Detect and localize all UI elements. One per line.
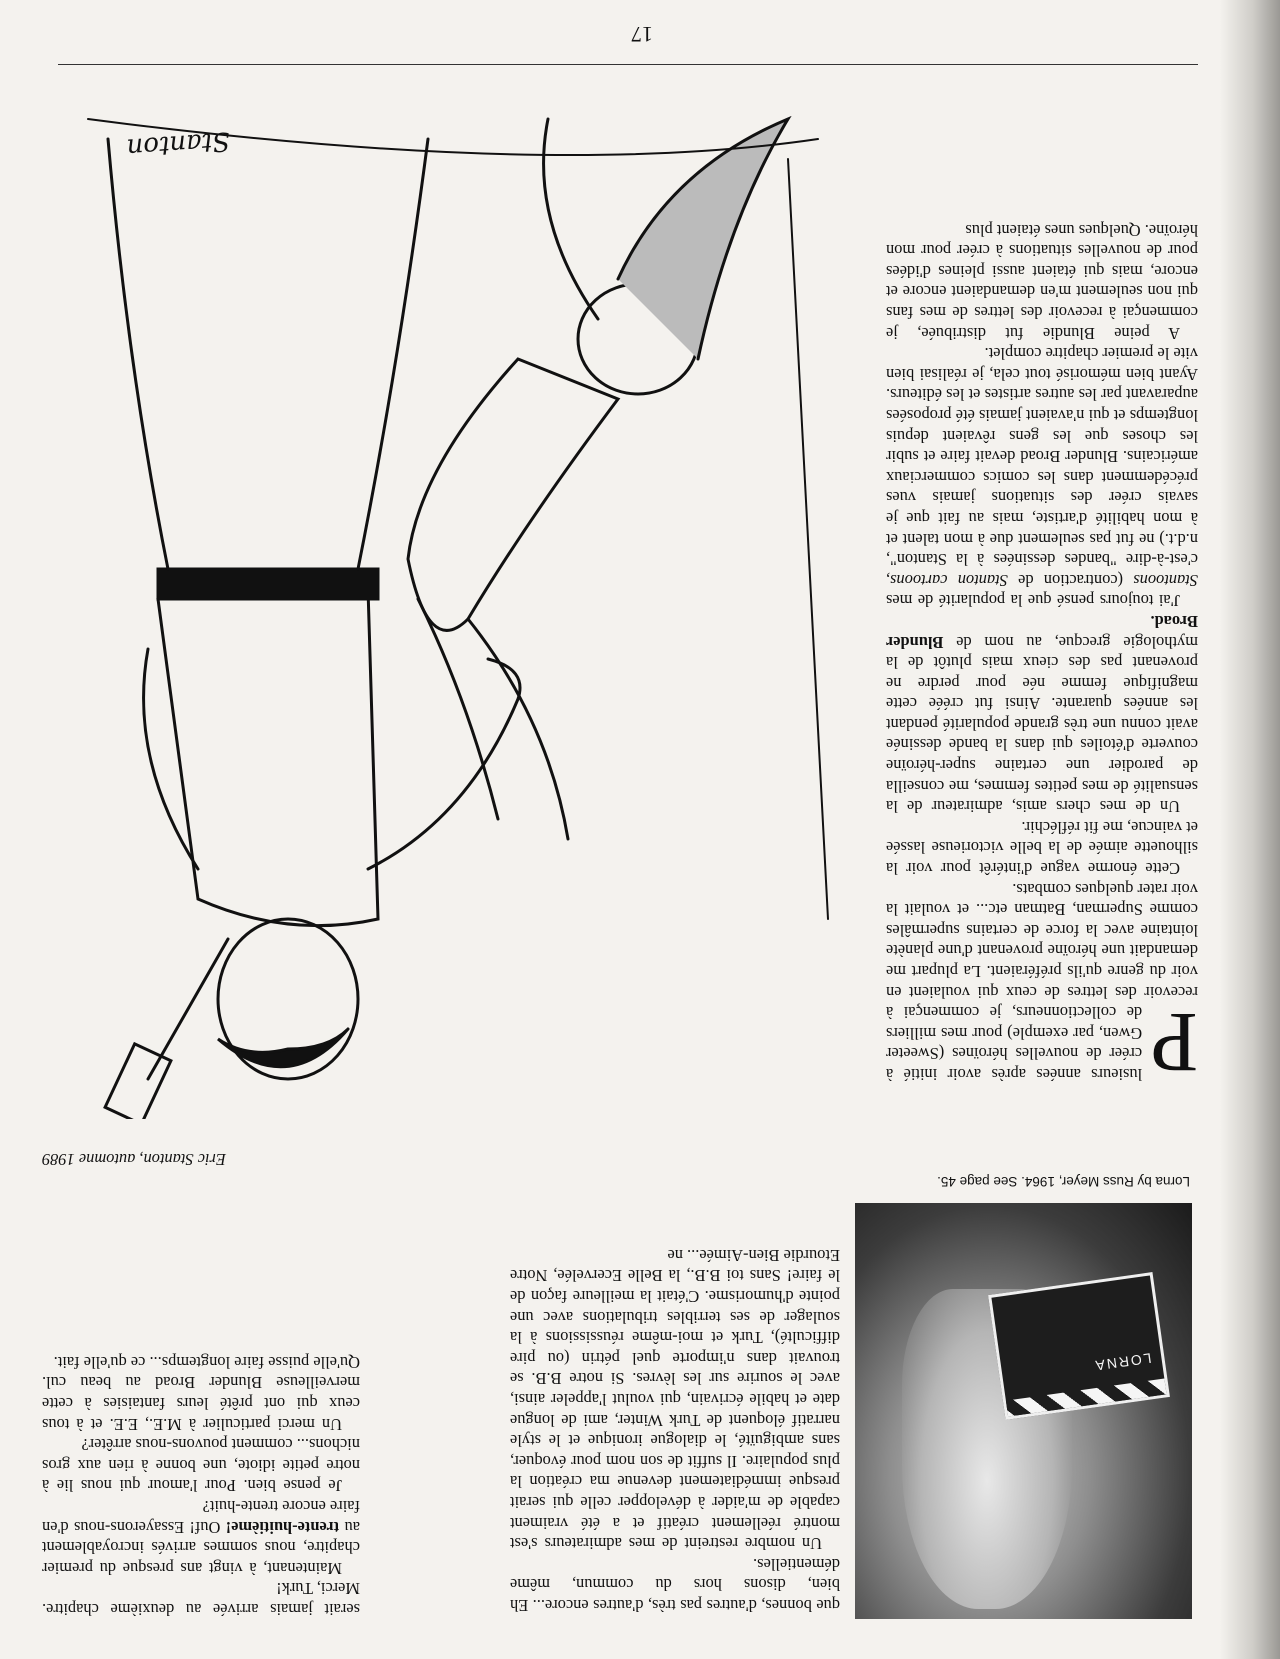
man-torso bbox=[158, 576, 378, 926]
header-rule bbox=[58, 64, 1198, 65]
photo-caption: Lorna by Russ Meyer, 1964. See page 45. bbox=[937, 1174, 1190, 1189]
article-para-2-a: Cette énorme vague d'intérêt pour voir la silhouette aimée de la belle victorieuse bbox=[886, 838, 1198, 879]
article-para-4 bbox=[886, 343, 1198, 611]
drop-cap: P bbox=[1150, 995, 1198, 1091]
article-para-3-bold: Blunder Broad. bbox=[886, 611, 1198, 652]
article-para-4-pre: J'ai toujours pensé que la popularité de mes bbox=[886, 591, 1180, 611]
article-para-4-italic-2: Stanton cartoons, bbox=[886, 570, 1008, 590]
article-para-1-text: lusieurs années après avoir initié à créer de nouvelles héroïnes (Sweeter Gwen, par exemple) pour mes milliers de collectionneurs, je commençai à recevoir des lettres de ceux qui voulaient en voir du genre qu'ils préféraient. La plupart me demandait une héroïne provenant d'une planète lointaine avec la force de certains supermâles comme Superman, Batman etc... et voulait la voir rater quelques combats. bbox=[886, 879, 1198, 1084]
man-hair bbox=[218, 1029, 348, 1067]
article-para-3-text: Un de mes chers amis, admirateur de la sensualité de mes petites femmes, me conseilla de parodier une certaine super-héroïne couverte d'étoiles qui dans la bande dessinée avait connu une très grande popularité pendant les années quarante. Ainsi fut créée cette magnifique femme née pour perdre ne provenant pas des cieux mais plutôt de la mythologie grecque, au nom de bbox=[886, 632, 1198, 817]
binding-shadow bbox=[1220, 0, 1280, 1659]
ink-illustration bbox=[58, 79, 848, 1119]
author-name: Eric Stanton, bbox=[139, 1150, 226, 1169]
swatter-head bbox=[105, 1044, 171, 1119]
woman-arm bbox=[544, 119, 598, 319]
man-leg-right bbox=[108, 139, 168, 569]
closing-para-4: Un merci particulier à M.E., E.E. et à tous ceux qui ont prêté leurs fantaisies à cette merveilleuse Blunder Broad au beau cul. Qu'elle puisse faire longtemps... ce qu'elle fait. bbox=[42, 1352, 360, 1434]
closing-para-3: Je pense bien. Pour l'amour qui nous lie à notre petite idiote, une bonne à rien aux gros nichons... comment pouvons-nous arrêter? bbox=[42, 1435, 360, 1496]
article-para-1 bbox=[886, 878, 1198, 1091]
clapper-stripe bbox=[1006, 1378, 1167, 1416]
man-arm-left bbox=[368, 659, 520, 869]
middle-para-1: que bonnes, d'autres pas très, d'autres encore... Eh bien, disons hors du commun, même démentielles. bbox=[510, 1554, 840, 1615]
page-number: 17 bbox=[631, 22, 653, 47]
middle-column bbox=[510, 1244, 840, 1615]
author-signature bbox=[42, 1149, 360, 1169]
article-para-5: A peine Blundie fut distribuée, je commençai à recevoir des lettres de mes fans qui non seulement m'en demandaient encore et encore, mais qui étaient aussi pleines d'idées pour de nouvelles situations à créer pour mon héroïne. Quelques unes étaient plus bbox=[886, 220, 1198, 343]
middle-para-2: Un nombre restreint de mes admirateurs s'est montré réellement créatif et a été vraiment capable de m'aider à développer celle qui serait presque immédiatement devenue ma création la plus populaire. Il suffit de son nom pour évoquer, sans ambiguïté, le dialogue ironique et le style narratif éloquent de Turk Winter, ami de longue date et habile écrivain, qui voulut l'appeler ainsi, avec le sourire sur les lèvres. Si notre B.B. se trouvait dans n'importe quel pétrin (ou pire difficulté), Turk et moi-même réussissions à la soulager de ses terribles tribulations avec une pointe d'humorisme. C'était la meilleure façon de le faire! Sans toi B.B., la Belle Ecervelée, Notre Etourdie Bien-Aimée... ne bbox=[510, 1245, 840, 1554]
article-para-2-b: lassée et vaincue, me fit réfléchir. bbox=[886, 817, 1198, 858]
clapperboard bbox=[988, 1272, 1170, 1420]
closing-para-2-post: Ouf! Essayerons-nous d'en faire encore trente-huit? bbox=[42, 1497, 360, 1537]
closing-para-2 bbox=[42, 1495, 360, 1577]
woman-hair bbox=[618, 119, 788, 359]
man-leg-left bbox=[358, 139, 428, 569]
article-para-4-mid: (contraction de bbox=[1007, 570, 1134, 590]
woman-leg-1 bbox=[468, 619, 568, 839]
clapper-text: LORNA bbox=[1092, 1350, 1153, 1375]
swatter-handle bbox=[148, 939, 228, 1079]
illustration-signature: Stanton bbox=[125, 125, 231, 163]
woman-leg-2 bbox=[418, 599, 498, 819]
closing-para-1: serait jamais arrivée au deuxième chapitre. Merci, Turk! bbox=[42, 1579, 360, 1619]
author-date: automne 1989 bbox=[42, 1150, 140, 1169]
article-para-4-post: c'est-à-dire "bandes dessinées à la Stanton", n.d.t.) ne fut pas seulement due à mon talent et à mon habilité d'artiste, mais au fait que je savais créer des situations jamais vues précédemment dans les comics commerciaux américains. Blunder Broad devait faire et subir les choses que les gens rêvaient depuis longtemps et qui n'avaient jamais été proposées auparavant par les autres artistes et les éditeurs. Ayant bien mémorisé tout cela, je réalisai bien vite le premier chapitre complet. bbox=[886, 344, 1198, 570]
article-column bbox=[886, 219, 1198, 1091]
article-para-2 bbox=[886, 816, 1198, 878]
closing-para-2-pre: Maintenant, à vingt ans presque du premier chapitre, nous sommes arrivés incroyablement au bbox=[42, 1517, 360, 1578]
article-para-3 bbox=[886, 610, 1198, 816]
closing-column bbox=[42, 1351, 360, 1619]
article-para-4-italic: Stantoons bbox=[1133, 570, 1198, 590]
woman-body bbox=[408, 359, 618, 630]
man-belt bbox=[158, 569, 378, 599]
lorna-photo bbox=[855, 1203, 1192, 1619]
wall-line bbox=[788, 159, 828, 919]
closing-para-2-bold: trente-huitième! bbox=[225, 1517, 340, 1537]
